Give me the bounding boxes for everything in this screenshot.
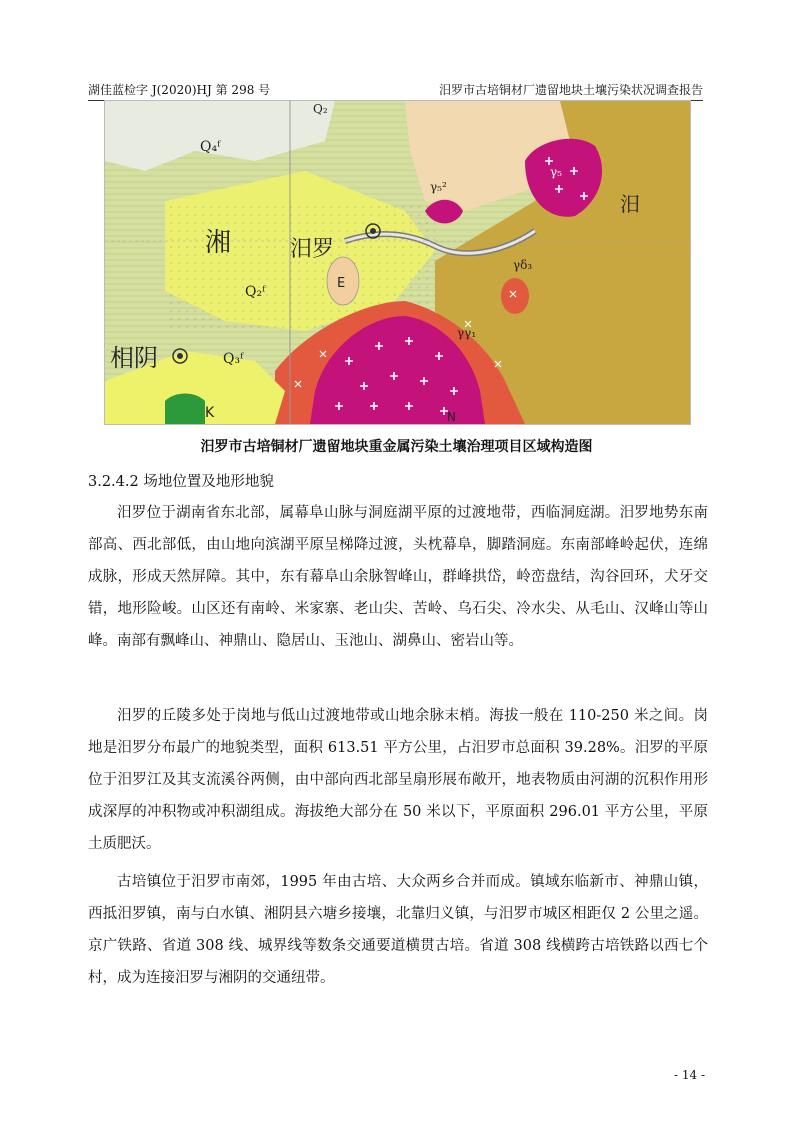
paragraph-location: 汨罗位于湖南省东北部，属幕阜山脉与洞庭湖平原的过渡地带，西临洞庭湖。汨罗地势东南部高、西北部低，由山地向滨湖平原呈梯降过渡，头枕幕阜，脚踏洞庭。东南部峰岭起伏，连绵成脉，形成天然屏障。其中，东有幕阜山余脉智峰山，群峰拱岱，岭峦盘结，沟谷回环，犬牙交错，地形险峻。山区还有南岭、米家寨、老山尖、苦岭、乌石尖、冷水尖、从毛山、汉峰山等山峰。南部有飘峰山、神鼎山、隐居山、玉池山、湖鼻山、密岩山等。	[88, 505, 708, 649]
map-label-q3: Q₃ᶠ	[223, 351, 244, 367]
geological-map	[104, 100, 691, 425]
map-green-k-zone	[165, 394, 205, 425]
map-label-gamma5: γ₅²	[430, 180, 447, 194]
map-label-q2-top: Q₂	[313, 102, 328, 116]
map-label-n: N	[447, 410, 456, 424]
map-label-e: E	[337, 276, 346, 291]
page-header	[88, 80, 703, 101]
map-label-k: K	[205, 405, 215, 421]
geological-map-svg	[105, 101, 690, 424]
header-report-title: 汨罗市古培铜材厂遗留地块土壤污染状况调查报告	[438, 83, 703, 97]
map-label-xiang: 湘	[205, 228, 232, 258]
map-label-gammagamma: γγ₁	[457, 326, 477, 340]
page-number: - 14 -	[673, 1068, 705, 1082]
map-label-q4: Q₄ᶠ	[200, 139, 221, 155]
map-label-q2: Q₂ᶠ	[245, 284, 266, 300]
paragraph-hills: 汨罗的丘陵多处于岗地与低山过渡地带或山地余脉末梢。海拔一般在 110-250 米之间。岗地是汨罗分布最广的地貌类型，面积 613.51 平方公里，占汨罗市总面积 39.28%。汨罗的平原位于汨罗江及其支流溪谷两侧，由中部向西北部呈扇形展布敞开，地表物质由河湖的沉积作用形成深厚的冲积物或冲积湖组成。海拔绝大部分在 50 米以下，平原面积 296.01 平方公里，平原土质肥沃。	[88, 708, 708, 852]
map-label-gammadelta: γδ₃	[513, 258, 533, 272]
map-label-miluo: 汨罗	[290, 237, 335, 262]
header-doc-number: 湖佳蓝检字 J(2020)HJ 第 298 号	[88, 83, 271, 97]
map-label-mi: 汨	[620, 192, 640, 216]
figure-caption: 汨罗市古培铜材厂遗留地块重金属污染土壤治理项目区域构造图	[200, 439, 593, 455]
section-title: 3.2.4.2 场地位置及地形地貌	[88, 474, 274, 490]
map-label-gamma5b: γ₅	[550, 165, 562, 179]
map-label-xiangyin: 相阴	[110, 344, 158, 372]
paragraph-gupei-town: 古培镇位于汨罗市南郊，1995 年由古培、大众两乡合并而成。镇域东临新市、神鼎山镇，西抵汨罗镇，南与白水镇、湘阴县六塘乡接壤，北靠归义镇，与汨罗市城区相距仅 2 公里之遥。京广铁路、省道 308 线、城界线等数条交通要道横贯古培。省道 308 线横跨古培铁路以西七个村，成为连接汨罗与湘阴的交通纽带。	[88, 874, 708, 986]
